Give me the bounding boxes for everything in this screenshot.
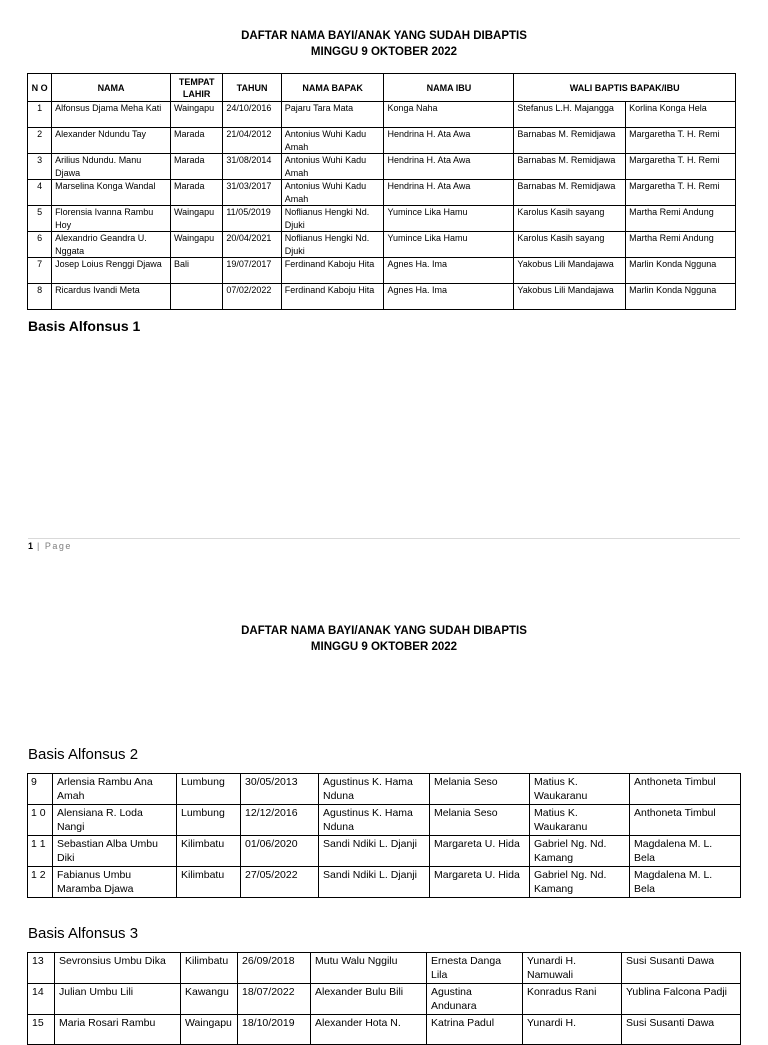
- cell-nama: Alfonsus Djama Meha Kati: [52, 102, 171, 128]
- cell-ibu: Konga Naha: [384, 102, 514, 128]
- cell-bapak: Agustinus K. Hama Nduna: [319, 774, 430, 805]
- cell-bapak: Alexander Bulu Bili: [311, 984, 427, 1015]
- cell-wali-bapak: Karolus Kasih sayang: [514, 232, 626, 258]
- cell-no: 1 2: [28, 867, 53, 898]
- baptism-table-3: [27, 952, 741, 1045]
- cell-bapak: Antonius Wuhi Kadu Amah: [281, 128, 384, 154]
- page-label: | Page: [37, 541, 72, 551]
- cell-tahun: 20/04/2021: [223, 232, 281, 258]
- cell-nama: Sebastian Alba Umbu Diki: [53, 836, 177, 867]
- cell-wali-ibu: Martha Remi Andung: [626, 232, 736, 258]
- cell-tahun: 18/07/2022: [238, 984, 311, 1015]
- cell-wali-bapak: Barnabas M. Remidjawa: [514, 154, 626, 180]
- cell-no: 5: [28, 206, 52, 232]
- cell-wali-ibu: Marlin Konda Ngguna: [626, 284, 736, 310]
- cell-wali-bapak: Yakobus Lili Mandajawa: [514, 284, 626, 310]
- cell-ibu: Melania Seso: [430, 805, 530, 836]
- page-footer: [28, 541, 72, 551]
- table-row: [28, 1015, 741, 1045]
- cell-bapak: Mutu Walu Nggilu: [311, 953, 427, 984]
- cell-bapak: Pajaru Tara Mata: [281, 102, 384, 128]
- cell-nama: Julian Umbu Lili: [55, 984, 181, 1015]
- cell-no: 8: [28, 284, 52, 310]
- header-tempat-lahir: TEMPAT LAHIR: [170, 74, 222, 102]
- cell-tempat: Marada: [170, 154, 222, 180]
- cell-wali-bapak: Konradus Rani: [523, 984, 622, 1015]
- cell-nama: Alexandrio Geandra U. Nggata: [52, 232, 171, 258]
- cell-no: 1 1: [28, 836, 53, 867]
- cell-wali-bapak: Matius K. Waukaranu: [530, 774, 630, 805]
- cell-ibu: Hendrina H. Ata Awa: [384, 128, 514, 154]
- cell-no: 3: [28, 154, 52, 180]
- baptism-table-1: [27, 73, 736, 310]
- cell-tempat: [170, 284, 222, 310]
- cell-tahun: 26/09/2018: [238, 953, 311, 984]
- table-row: [28, 128, 736, 154]
- cell-wali-ibu: Susi Susanti Dawa: [622, 953, 741, 984]
- cell-bapak: Sandi Ndiki L. Djanji: [319, 836, 430, 867]
- table-row: [28, 154, 736, 180]
- table-row: [28, 836, 741, 867]
- cell-bapak: Antonius Wuhi Kadu Amah: [281, 180, 384, 206]
- cell-wali-bapak: Gabriel Ng. Nd. Kamang: [530, 836, 630, 867]
- cell-tempat: Marada: [170, 128, 222, 154]
- cell-tempat: Waingapu: [170, 232, 222, 258]
- document-subtitle-page-2: MINGGU 9 OKTOBER 2022: [310, 641, 458, 653]
- cell-wali-bapak: Barnabas M. Remidjawa: [514, 128, 626, 154]
- cell-no: 9: [28, 774, 53, 805]
- cell-ibu: Hendrina H. Ata Awa: [384, 180, 514, 206]
- table-row: [28, 953, 741, 984]
- cell-wali-ibu: Korlina Konga Hela: [626, 102, 736, 128]
- cell-ibu: Yumince Lika Hamu: [384, 232, 514, 258]
- cell-tempat: Marada: [170, 180, 222, 206]
- cell-nama: Alexander Ndundu Tay: [52, 128, 171, 154]
- cell-tahun: 31/08/2014: [223, 154, 281, 180]
- header-tahun: TAHUN: [223, 74, 281, 102]
- table-row: [28, 284, 736, 310]
- cell-no: 14: [28, 984, 55, 1015]
- cell-tahun: 11/05/2019: [223, 206, 281, 232]
- cell-nama: Maria Rosari Rambu: [55, 1015, 181, 1045]
- cell-no: 7: [28, 258, 52, 284]
- cell-tempat: Kilimbatu: [181, 953, 238, 984]
- cell-ibu: Yumince Lika Hamu: [384, 206, 514, 232]
- cell-nama: Sevronsius Umbu Dika: [55, 953, 181, 984]
- cell-tahun: 12/12/2016: [241, 805, 319, 836]
- cell-tahun: 19/07/2017: [223, 258, 281, 284]
- cell-bapak: Noflianus Hengki Nd. Djuki: [281, 206, 384, 232]
- table-row: [28, 102, 736, 128]
- cell-bapak: Noflianus Hengki Nd. Djuki: [281, 232, 384, 258]
- cell-tahun: 21/04/2012: [223, 128, 281, 154]
- cell-bapak: Antonius Wuhi Kadu Amah: [281, 154, 384, 180]
- cell-wali-bapak: Yunardi H.: [523, 1015, 622, 1045]
- section-heading-basis-1: Basis Alfonsus 1: [28, 318, 141, 334]
- cell-tahun: 27/05/2022: [241, 867, 319, 898]
- baptism-table-2: [27, 773, 741, 898]
- cell-nama: Arlensia Rambu Ana Amah: [53, 774, 177, 805]
- cell-tempat: Kilimbatu: [177, 867, 241, 898]
- cell-nama: Ricardus Ivandi Meta: [52, 284, 171, 310]
- cell-tempat: Lumbung: [177, 805, 241, 836]
- cell-ibu: Hendrina H. Ata Awa: [384, 154, 514, 180]
- cell-tempat: Waingapu: [170, 206, 222, 232]
- cell-wali-ibu: Susi Susanti Dawa: [622, 1015, 741, 1045]
- cell-tahun: 18/10/2019: [238, 1015, 311, 1045]
- cell-wali-ibu: Anthoneta Timbul: [630, 774, 741, 805]
- cell-wali-bapak: Karolus Kasih sayang: [514, 206, 626, 232]
- cell-ibu: Agnes Ha. Ima: [384, 258, 514, 284]
- section-heading-basis-2: Basis Alfonsus 2: [28, 746, 139, 763]
- cell-tahun: 01/06/2020: [241, 836, 319, 867]
- cell-bapak: Sandi Ndiki L. Djanji: [319, 867, 430, 898]
- header-nama-bapak: NAMA BAPAK: [281, 74, 384, 102]
- cell-tempat: Waingapu: [170, 102, 222, 128]
- document-title: DAFTAR NAMA BAYI/ANAK YANG SUDAH DIBAPTIS: [241, 30, 527, 42]
- cell-nama: Florensia Ivanna Rambu Hoy: [52, 206, 171, 232]
- cell-ibu: Margareta U. Hida: [430, 836, 530, 867]
- table-row: [28, 180, 736, 206]
- cell-wali-bapak: Yakobus Lili Mandajawa: [514, 258, 626, 284]
- header-wali-baptis: WALI BAPTIS BAPAK/IBU: [514, 74, 736, 102]
- cell-wali-ibu: Martha Remi Andung: [626, 206, 736, 232]
- cell-wali-bapak: Yunardi H. Namuwali: [523, 953, 622, 984]
- cell-wali-ibu: Marlin Konda Ngguna: [626, 258, 736, 284]
- cell-tempat: Bali: [170, 258, 222, 284]
- cell-ibu: Melania Seso: [430, 774, 530, 805]
- cell-tempat: Kilimbatu: [177, 836, 241, 867]
- cell-wali-bapak: Matius K. Waukaranu: [530, 805, 630, 836]
- cell-nama: Fabianus Umbu Maramba Djawa: [53, 867, 177, 898]
- cell-wali-ibu: Magdalena M. L. Bela: [630, 867, 741, 898]
- cell-wali-ibu: Margaretha T. H. Remi: [626, 128, 736, 154]
- table-row: [28, 206, 736, 232]
- cell-ibu: Ernesta Danga Lila: [427, 953, 523, 984]
- table-row: [28, 805, 741, 836]
- header-nama-ibu: NAMA IBU: [384, 74, 514, 102]
- document-subtitle: MINGGU 9 OKTOBER 2022: [310, 46, 458, 58]
- cell-no: 13: [28, 953, 55, 984]
- header-no: N O: [28, 74, 52, 102]
- cell-wali-bapak: Gabriel Ng. Nd. Kamang: [530, 867, 630, 898]
- cell-wali-ibu: Magdalena M. L. Bela: [630, 836, 741, 867]
- cell-tempat: Waingapu: [181, 1015, 238, 1045]
- cell-ibu: Agustina Andunara: [427, 984, 523, 1015]
- cell-wali-ibu: Yublina Falcona Padji: [622, 984, 741, 1015]
- header-nama: NAMA: [52, 74, 171, 102]
- table-row: [28, 258, 736, 284]
- cell-no: 6: [28, 232, 52, 258]
- cell-tempat: Kawangu: [181, 984, 238, 1015]
- cell-nama: Alensiana R. Loda Nangi: [53, 805, 177, 836]
- cell-tahun: 24/10/2016: [223, 102, 281, 128]
- document-title-page-2: DAFTAR NAMA BAYI/ANAK YANG SUDAH DIBAPTIS: [241, 625, 527, 637]
- table-row: [28, 774, 741, 805]
- cell-ibu: Agnes Ha. Ima: [384, 284, 514, 310]
- footer-divider: [28, 538, 740, 539]
- cell-nama: Josep Loius Renggi Djawa: [52, 258, 171, 284]
- cell-no: 2: [28, 128, 52, 154]
- cell-wali-bapak: Stefanus L.H. Majangga: [514, 102, 626, 128]
- table-row: [28, 867, 741, 898]
- table-row: [28, 984, 741, 1015]
- cell-wali-bapak: Barnabas M. Remidjawa: [514, 180, 626, 206]
- cell-wali-ibu: Anthoneta Timbul: [630, 805, 741, 836]
- section-heading-basis-3: Basis Alfonsus 3: [28, 925, 139, 942]
- cell-ibu: Katrina Padul: [427, 1015, 523, 1045]
- cell-tempat: Lumbung: [177, 774, 241, 805]
- cell-bapak: Ferdinand Kaboju Hita: [281, 258, 384, 284]
- cell-tahun: 30/05/2013: [241, 774, 319, 805]
- cell-bapak: Agustinus K. Hama Nduna: [319, 805, 430, 836]
- cell-nama: Arilius Ndundu. Manu Djawa: [52, 154, 171, 180]
- cell-wali-ibu: Margaretha T. H. Remi: [626, 180, 736, 206]
- cell-no: 15: [28, 1015, 55, 1045]
- cell-tahun: 31/03/2017: [223, 180, 281, 206]
- cell-ibu: Margareta U. Hida: [430, 867, 530, 898]
- cell-no: 1 0: [28, 805, 53, 836]
- cell-bapak: Ferdinand Kaboju Hita: [281, 284, 384, 310]
- page-number: 1: [28, 541, 34, 551]
- cell-no: 4: [28, 180, 52, 206]
- cell-nama: Marselina Konga Wandal: [52, 180, 171, 206]
- table-row: [28, 232, 736, 258]
- cell-no: 1: [28, 102, 52, 128]
- cell-bapak: Alexander Hota N.: [311, 1015, 427, 1045]
- cell-wali-ibu: Margaretha T. H. Remi: [626, 154, 736, 180]
- cell-tahun: 07/02/2022: [223, 284, 281, 310]
